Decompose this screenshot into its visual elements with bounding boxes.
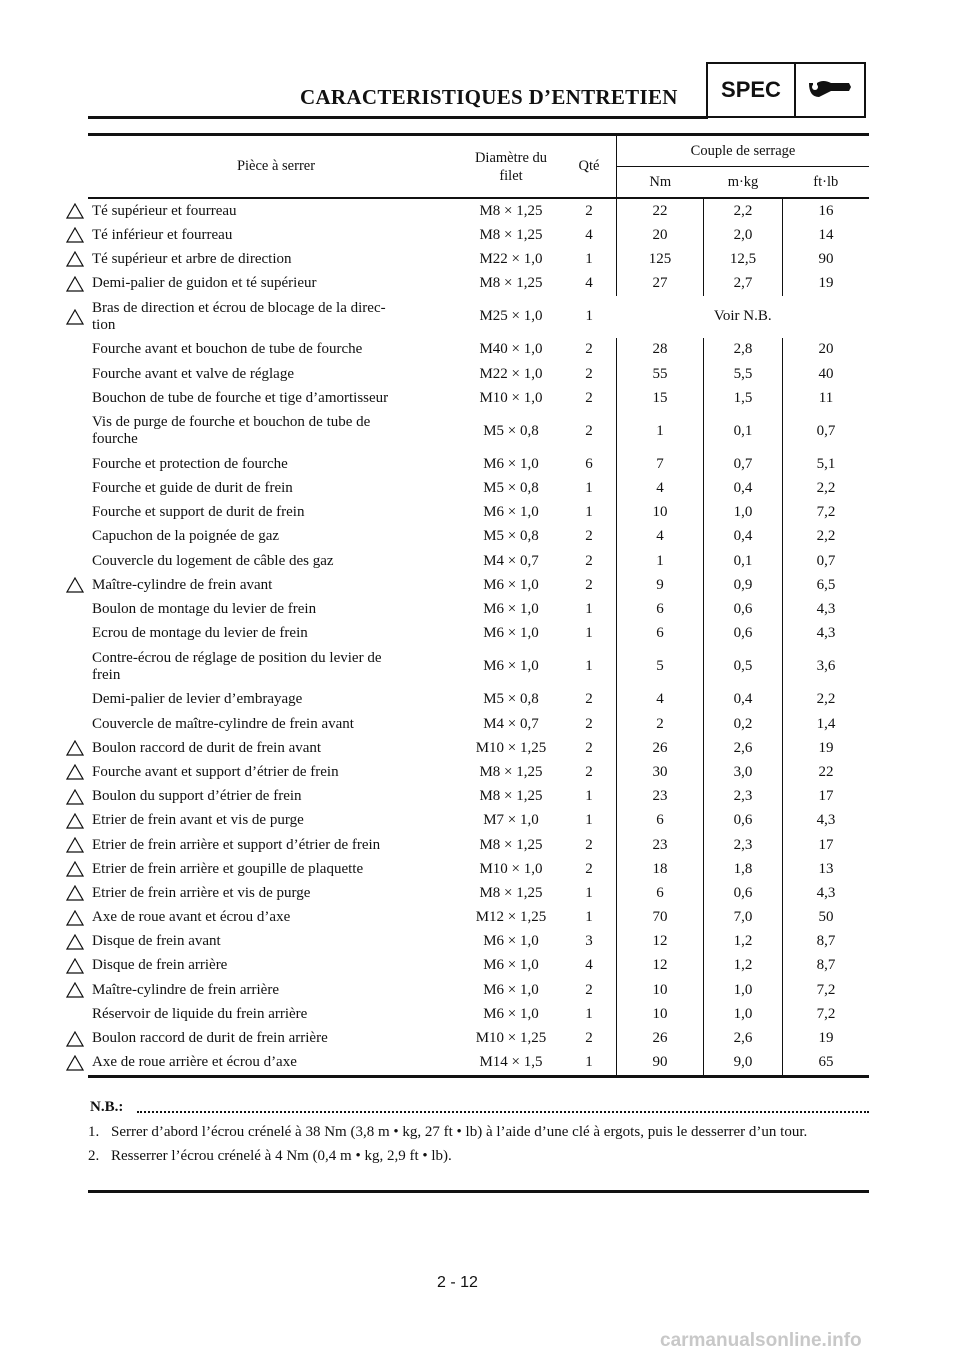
warning-triangle-icon (66, 861, 84, 877)
cell-thread: M8 × 1,25 (479, 836, 543, 853)
cell-part: Boulon raccord de durit de frein avant (92, 739, 322, 756)
col-header-nm: Nm (617, 167, 704, 199)
cell-thread: M40 × 1,0 (479, 341, 543, 358)
cell-part: Etrier de frein arrière et goupille de plaquette (92, 860, 364, 877)
table-row (88, 501, 869, 525)
cell-ftlb: 14 (783, 223, 870, 247)
cell-thread: M6 × 1,0 (483, 625, 539, 642)
cell-qty: 2 (585, 739, 593, 756)
cell-thread: M7 × 1,0 (483, 812, 539, 829)
cell-thread: M6 × 1,0 (483, 455, 539, 472)
cell-ftlb: 17 (783, 833, 870, 857)
cell-ftlb: 19 (783, 272, 870, 296)
cell-thread: M6 × 1,0 (483, 504, 539, 521)
table-row (88, 785, 869, 809)
cell-qty: 1 (585, 504, 593, 521)
cell-qty: 4 (585, 275, 593, 292)
table-row (88, 1026, 869, 1050)
table-row (88, 1051, 869, 1077)
cell-qty: 2 (585, 1030, 593, 1047)
table-row (88, 809, 869, 833)
cell-part: Axe de roue avant et écrou d’axe (92, 909, 291, 926)
cell-qty: 1 (562, 1051, 617, 1077)
cell-mkg: 1,2 (704, 954, 783, 978)
cell-part: Maître-cylindre de frein avant (92, 576, 273, 593)
table-row (88, 525, 869, 549)
cell-qty: 2 (585, 389, 593, 406)
table-row (88, 688, 869, 712)
warning-triangle-icon (66, 1055, 84, 1071)
spec-label: SPEC (708, 64, 796, 116)
cell-ftlb: 40 (783, 362, 870, 386)
cell-ftlb: 5,1 (783, 452, 870, 476)
table-row (88, 978, 869, 1002)
cell-thread: M8 × 1,25 (460, 198, 562, 223)
table-row (88, 386, 869, 410)
cell-thread: M8 × 1,25 (479, 763, 543, 780)
cell-nm: 2 (617, 712, 704, 736)
warning-triangle-icon (66, 577, 84, 593)
cell-thread: M22 × 1,0 (479, 365, 543, 382)
cell-mkg: 0,5 (704, 646, 783, 688)
warning-triangle-icon (66, 958, 84, 974)
cell-nm: 10 (617, 978, 704, 1002)
cell-mkg: 1,5 (704, 386, 783, 410)
cell-mkg: 0,1 (704, 410, 783, 452)
cell-nm: 1 (617, 410, 704, 452)
cell-thread: M5 × 0,8 (483, 422, 539, 439)
warning-triangle-icon (66, 764, 84, 780)
watermark: carmanualsonline.info (660, 1330, 862, 1351)
cell-ftlb: 7,2 (783, 501, 870, 525)
cell-mkg: 3,0 (704, 760, 783, 784)
cell-qty: 1 (585, 1005, 593, 1022)
cell-mkg: 5,5 (704, 362, 783, 386)
cell-part: Demi-palier de levier d’embrayage (92, 691, 303, 708)
cell-thread: M6 × 1,0 (483, 933, 539, 950)
cell-ftlb: 2,2 (783, 477, 870, 501)
cell-ftlb: 1,4 (783, 712, 870, 736)
cell-nm: 15 (617, 386, 704, 410)
cell-mkg: 2,0 (704, 223, 783, 247)
table-row (88, 362, 869, 386)
warning-triangle-icon (66, 227, 84, 243)
cell-part: Capuchon de la poignée de gaz (92, 528, 280, 545)
cell-mkg: 9,0 (704, 1051, 783, 1077)
cell-ftlb: 6,5 (783, 573, 870, 597)
cell-mkg: 0,4 (704, 688, 783, 712)
table-row (88, 573, 869, 597)
cell-thread: M4 × 0,7 (483, 715, 539, 732)
cell-thread: M4 × 0,7 (483, 552, 539, 569)
cell-ftlb: 13 (783, 857, 870, 881)
table-row (88, 930, 869, 954)
cell-thread: M25 × 1,0 (479, 308, 543, 325)
col-header-part: Pièce à serrer (88, 135, 460, 199)
cell-ftlb: 7,2 (783, 1002, 870, 1026)
note-text: Serrer d’abord l’écrou crénelé à 38 Nm (3,8 m • kg, 27 ft • lb) à l’aide d’une clé à ergots, puis le desserrer d’un tour. (111, 1124, 808, 1140)
cell-qty: 6 (585, 455, 593, 472)
cell-mkg: 0,6 (704, 597, 783, 621)
cell-part: Disque de frein arrière (92, 957, 228, 974)
warning-triangle-icon (66, 910, 84, 926)
cell-mkg: 0,9 (704, 573, 783, 597)
warning-triangle-icon (66, 982, 84, 998)
cell-ftlb: 3,6 (783, 646, 870, 688)
table-row (88, 477, 869, 501)
note-item (88, 1120, 869, 1144)
note-item (88, 1144, 869, 1168)
cell-part: Fourche et protection de fourche (92, 455, 288, 472)
notes-bottom-rule (88, 1190, 869, 1193)
cell-thread: M12 × 1,25 (475, 909, 547, 926)
cell-mkg: 0,7 (704, 452, 783, 476)
cell-ftlb: 17 (783, 785, 870, 809)
cell-mkg: 2,8 (704, 338, 783, 362)
table-row (88, 712, 869, 736)
warning-triangle-icon (66, 276, 84, 292)
warning-triangle-icon (66, 885, 84, 901)
cell-nm: 27 (617, 272, 704, 296)
warning-triangle-icon (66, 251, 84, 267)
table-row (88, 452, 869, 476)
cell-thread: M6 × 1,0 (483, 576, 539, 593)
torque-table (88, 133, 869, 1078)
cell-qty: 1 (585, 480, 593, 497)
table-row (88, 549, 869, 573)
cell-part: Fourche avant et bouchon de tube de fourche (92, 341, 363, 358)
note-text: Resserrer l’écrou crénelé à 4 Nm (0,4 m • kg, 2,9 ft • lb). (111, 1148, 452, 1164)
notes-list (88, 1120, 869, 1168)
cell-nm: 90 (617, 1051, 704, 1077)
cell-qty: 2 (585, 552, 593, 569)
cell-ftlb: 0,7 (783, 549, 870, 573)
cell-nm: 20 (617, 223, 704, 247)
cell-ftlb: 90 (783, 247, 870, 271)
cell-qty: 2 (585, 691, 593, 708)
cell-ftlb: 19 (783, 1026, 870, 1050)
cell-part: Té supérieur et fourreau (88, 198, 460, 223)
cell-part: Etrier de frein arrière et vis de purge (92, 884, 311, 901)
cell-mkg: 2,6 (704, 1026, 783, 1050)
cell-mkg: 1,0 (704, 1002, 783, 1026)
cell-nm: 4 (617, 688, 704, 712)
cell-part: Fourche avant et support d’étrier de frein (92, 763, 339, 780)
cell-mkg: 12,5 (704, 247, 783, 271)
cell-mkg: 2,3 (704, 833, 783, 857)
warning-triangle-icon (66, 740, 84, 756)
cell-mkg: 7,0 (704, 906, 783, 930)
cell-nm: 4 (617, 525, 704, 549)
cell-part: Boulon raccord de durit de frein arrière (92, 1030, 328, 1047)
table-row (88, 247, 869, 271)
table-row (88, 272, 869, 296)
cell-ftlb: 50 (783, 906, 870, 930)
cell-qty: 2 (585, 365, 593, 382)
cell-ftlb: 7,2 (783, 978, 870, 1002)
warning-triangle-icon (66, 309, 84, 325)
cell-thread: M14 × 1,5 (460, 1051, 562, 1077)
cell-qty: 2 (585, 341, 593, 358)
cell-thread: M5 × 0,8 (483, 691, 539, 708)
cell-part: Contre-écrou de réglage de position du levier de frein (92, 649, 382, 683)
cell-nm: 26 (617, 736, 704, 760)
warning-triangle-icon (66, 934, 84, 950)
cell-part: Réservoir de liquide du frein arrière (92, 1005, 308, 1022)
cell-qty: 2 (585, 422, 593, 439)
table-row (88, 857, 869, 881)
cell-mkg: 1,0 (704, 978, 783, 1002)
cell-qty: 4 (585, 957, 593, 974)
cell-thread: M10 × 1,25 (475, 739, 547, 756)
cell-qty: 1 (585, 250, 593, 267)
table-row (88, 954, 869, 978)
cell-nm: 6 (617, 622, 704, 646)
cell-qty: 4 (585, 226, 593, 243)
cell-nm: 6 (617, 597, 704, 621)
cell-qty: 2 (585, 528, 593, 545)
cell-part: Maître-cylindre de frein arrière (92, 981, 279, 998)
cell-ftlb: 2,2 (783, 525, 870, 549)
cell-nm: 4 (617, 477, 704, 501)
notes-dotted-rule (137, 1111, 869, 1113)
cell-ftlb: 11 (783, 386, 870, 410)
cell-ftlb: 4,3 (783, 809, 870, 833)
cell-mkg: 0,6 (704, 622, 783, 646)
cell-nm: 5 (617, 646, 704, 688)
table-row (88, 833, 869, 857)
table-row (88, 622, 869, 646)
cell-nm: 9 (617, 573, 704, 597)
cell-qty: 1 (585, 788, 593, 805)
cell-qty: 2 (585, 981, 593, 998)
cell-nm: 125 (617, 247, 704, 271)
cell-qty: 2 (562, 198, 617, 223)
cell-ftlb: 20 (783, 338, 870, 362)
col-header-mkg: m·kg (704, 167, 783, 199)
cell-nm: 10 (617, 501, 704, 525)
cell-qty: 2 (585, 715, 593, 732)
cell-nm: 12 (617, 930, 704, 954)
cell-thread: M8 × 1,25 (479, 275, 543, 292)
table-row (88, 198, 869, 223)
cell-torque-note: Voir N.B. (713, 308, 772, 325)
warning-triangle-icon (66, 1031, 84, 1047)
cell-ftlb: 22 (783, 760, 870, 784)
table-row (88, 338, 869, 362)
cell-qty: 1 (585, 625, 593, 642)
table-row (88, 906, 869, 930)
cell-qty: 2 (585, 763, 593, 780)
cell-mkg: 2,2 (704, 198, 783, 223)
cell-part: Té inférieur et fourreau (92, 226, 233, 243)
warning-triangle-icon (66, 789, 84, 805)
cell-part: Fourche et guide de durit de frein (92, 480, 293, 497)
cell-qty: 2 (585, 836, 593, 853)
cell-nm: 7 (617, 452, 704, 476)
cell-ftlb: 0,7 (783, 410, 870, 452)
cell-ftlb: 65 (783, 1051, 870, 1077)
cell-part: Demi-palier de guidon et té supérieur (92, 275, 317, 292)
cell-mkg: 0,2 (704, 712, 783, 736)
cell-nm: 10 (617, 1002, 704, 1026)
cell-part: Bouchon de tube de fourche et tige d’amortisseur (92, 389, 389, 406)
table-row (88, 646, 869, 688)
cell-part: Boulon de montage du levier de frein (92, 601, 317, 618)
cell-mkg: 0,1 (704, 549, 783, 573)
page-title: CARACTERISTIQUES D’ENTRETIEN (300, 85, 678, 109)
cell-qty: 1 (585, 884, 593, 901)
cell-part: Fourche avant et valve de réglage (92, 365, 294, 382)
cell-thread: M8 × 1,25 (479, 884, 543, 901)
table-row (88, 760, 869, 784)
cell-qty: 1 (585, 601, 593, 618)
cell-mkg: 2,3 (704, 785, 783, 809)
cell-mkg: 0,6 (704, 881, 783, 905)
cell-part: Etrier de frein avant et vis de purge (92, 812, 304, 829)
wrench-icon (796, 64, 864, 116)
cell-qty: 2 (585, 860, 593, 877)
cell-ftlb: 16 (783, 198, 870, 223)
cell-thread: M6 × 1,0 (483, 1005, 539, 1022)
cell-part: Couvercle du logement de câble des gaz (92, 552, 334, 569)
cell-ftlb: 4,3 (783, 597, 870, 621)
cell-nm: 55 (617, 362, 704, 386)
cell-ftlb: 4,3 (783, 881, 870, 905)
table-row (88, 410, 869, 452)
cell-part: Axe de roue arrière et écrou d’axe (88, 1051, 460, 1077)
cell-mkg: 1,8 (704, 857, 783, 881)
cell-mkg: 0,4 (704, 525, 783, 549)
cell-nm: 23 (617, 785, 704, 809)
table-row (88, 296, 869, 338)
cell-nm: 22 (617, 198, 704, 223)
cell-mkg: 1,0 (704, 501, 783, 525)
cell-mkg: 2,7 (704, 272, 783, 296)
warning-triangle-icon (66, 203, 84, 219)
cell-mkg: 0,6 (704, 809, 783, 833)
cell-thread: M6 × 1,0 (483, 957, 539, 974)
cell-part: Vis de purge de fourche et bouchon de tube de fourche (92, 414, 371, 448)
cell-nm: 6 (617, 809, 704, 833)
cell-thread: M8 × 1,25 (479, 788, 543, 805)
cell-part: Bras de direction et écrou de blocage de la direc- tion (92, 299, 386, 333)
cell-qty: 1 (585, 812, 593, 829)
cell-nm: 70 (617, 906, 704, 930)
spec-badge (706, 62, 866, 118)
cell-ftlb: 8,7 (783, 930, 870, 954)
cell-part: Té supérieur et arbre de direction (92, 250, 292, 267)
header-rule (88, 116, 708, 119)
cell-thread: M6 × 1,0 (483, 601, 539, 618)
cell-thread: M6 × 1,0 (483, 658, 539, 675)
cell-nm: 12 (617, 954, 704, 978)
cell-ftlb: 19 (783, 736, 870, 760)
table-row (88, 736, 869, 760)
cell-part: Disque de frein avant (92, 933, 221, 950)
cell-ftlb: 4,3 (783, 622, 870, 646)
cell-part: Etrier de frein arrière et support d’étrier de frein (92, 836, 381, 853)
cell-nm: 28 (617, 338, 704, 362)
table-row (88, 1002, 869, 1026)
cell-qty: 3 (585, 933, 593, 950)
cell-qty: 1 (585, 308, 593, 325)
cell-thread: M22 × 1,0 (479, 250, 543, 267)
cell-thread: M10 × 1,0 (479, 389, 543, 406)
cell-thread: M6 × 1,0 (483, 981, 539, 998)
cell-mkg: 1,2 (704, 930, 783, 954)
cell-nm: 30 (617, 760, 704, 784)
col-header-ftlb: ft·lb (783, 167, 870, 199)
cell-thread: M8 × 1,25 (479, 226, 543, 243)
page-number: 2 - 12 (437, 1274, 478, 1291)
cell-qty: 1 (585, 909, 593, 926)
warning-triangle-icon (66, 813, 84, 829)
table-row (88, 597, 869, 621)
cell-part: Boulon du support d’étrier de frein (92, 788, 302, 805)
table-row (88, 881, 869, 905)
warning-triangle-icon (66, 837, 84, 853)
cell-qty: 1 (585, 658, 593, 675)
cell-part: Fourche et support de durit de frein (92, 504, 305, 521)
cell-ftlb: 2,2 (783, 688, 870, 712)
cell-part: Ecrou de montage du levier de frein (92, 625, 308, 642)
cell-nm: 6 (617, 881, 704, 905)
notes-title: N.B.: (90, 1099, 124, 1115)
cell-nm: 26 (617, 1026, 704, 1050)
cell-thread: M10 × 1,25 (475, 1030, 547, 1047)
cell-part: Couvercle de maître-cylindre de frein avant (92, 715, 354, 732)
cell-mkg: 2,6 (704, 736, 783, 760)
cell-thread: M5 × 0,8 (483, 480, 539, 497)
cell-thread: M10 × 1,0 (479, 860, 543, 877)
note-number: 2. (88, 1148, 100, 1164)
cell-qty: 2 (585, 576, 593, 593)
col-header-thread: Diamètre du filet (460, 135, 562, 199)
cell-nm: 23 (617, 833, 704, 857)
cell-mkg: 0,4 (704, 477, 783, 501)
table-row (88, 223, 869, 247)
cell-thread: M5 × 0,8 (483, 528, 539, 545)
cell-ftlb: 8,7 (783, 954, 870, 978)
note-number: 1. (88, 1124, 100, 1140)
cell-nm: 18 (617, 857, 704, 881)
cell-nm: 1 (617, 549, 704, 573)
col-header-qty: Qté (562, 135, 617, 199)
col-header-torque: Couple de serrage (617, 135, 870, 167)
